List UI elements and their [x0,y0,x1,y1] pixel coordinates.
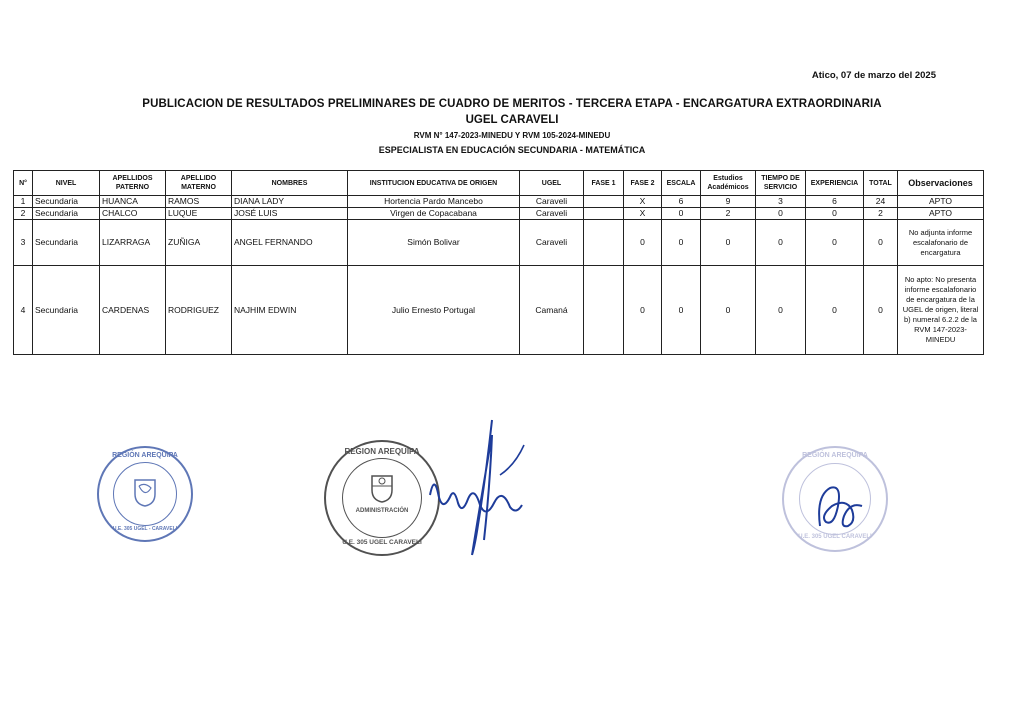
right-seal-top-text: REGIÓN AREQUIPA [802,452,868,459]
cell-experience: 0 [806,220,864,266]
cell-scale: 0 [662,220,701,266]
cell-phase1 [584,208,624,220]
cell-total: 24 [864,196,898,208]
col-header: FASE 1 [584,171,624,196]
right-seal-bottom-text: U.E. 305 UGEL CARAVELI [798,534,872,540]
cell-ugel: Caraveli [520,208,584,220]
cell-phase1 [584,220,624,266]
cell-level: Secundaria [33,266,100,355]
regulation-reference: RVM N° 147-2023-MINEDU Y RVM 105-2024-MINEDU [413,131,611,140]
cell-studies: 0 [701,266,756,355]
cell-experience: 0 [806,208,864,220]
cell-paternal-surname: LIZARRAGA [100,220,166,266]
col-header: UGEL [520,171,584,196]
cell-phase2: 0 [624,220,662,266]
cell-level: Secundaria [33,196,100,208]
table-row [14,266,984,355]
signature-scribble [420,415,530,560]
cell-maternal-surname: RODRIGUEZ [166,266,232,355]
cell-ugel: Caraveli [520,220,584,266]
cell-ugel: Camaná [520,266,584,355]
cell-total: 0 [864,220,898,266]
col-header: TIEMPO DE SERVICIO [756,171,806,196]
cell-phase2: X [624,208,662,220]
cell-number: 1 [14,196,33,208]
table-row [14,208,984,220]
cell-observations: No apto: No presenta informe escalafonario de encargatura de la UGEL de origen, literal b) numeral 6.2.2 de la RVM 147-2023-MINEDU [898,266,984,355]
col-header: NOMBRES [232,171,348,196]
col-header: APELLIDO MATERNO [166,171,232,196]
table-row [14,220,984,266]
cell-service-time: 0 [756,266,806,355]
cell-paternal-surname: CHALCO [100,208,166,220]
cell-names: DIANA LADY [232,196,348,208]
cell-maternal-surname: ZUÑIGA [166,220,232,266]
cell-institution: Virgen de Copacabana [348,208,520,220]
left-seal-top-text: REGIÓN AREQUIPA [112,452,178,459]
col-header: Observaciones [898,171,984,196]
center-seal-bottom-text: U.E. 305 UGEL CARAVELI [342,539,422,546]
cell-experience: 6 [806,196,864,208]
document-title: PUBLICACION DE RESULTADOS PRELIMINARES DE CUADRO DE MERITOS - TERCERA ETAPA - ENCARGATURA EXTRAORDINARIA [142,98,882,110]
col-header: Estudios Académicos [701,171,756,196]
cell-names: NAJHIM EDWIN [232,266,348,355]
cell-studies: 0 [701,220,756,266]
col-header: N° [14,171,33,196]
cell-paternal-surname: CARDENAS [100,266,166,355]
cell-ugel: Caraveli [520,196,584,208]
cell-level: Secundaria [33,208,100,220]
cell-phase1 [584,266,624,355]
coat-of-arms-icon [368,472,396,504]
col-header: APELLIDOS PATERNO [100,171,166,196]
cell-institution: Julio Ernesto Portugal [348,266,520,355]
cell-observations: No adjunta informe escalafonario de encargatura [898,220,984,266]
cell-number: 4 [14,266,33,355]
cell-total: 0 [864,266,898,355]
left-seal-bottom-text: U.E. 305 UGEL - CARAVELI [112,526,178,532]
cell-names: JOSÉ LUIS [232,208,348,220]
col-header: NIVEL [33,171,100,196]
cell-paternal-surname: HUANCA [100,196,166,208]
col-header: INSTITUCION EDUCATIVA DE ORIGEN [348,171,520,196]
cell-total: 2 [864,208,898,220]
cell-scale: 0 [662,208,701,220]
col-header: FASE 2 [624,171,662,196]
cell-phase2: X [624,196,662,208]
cell-studies: 2 [701,208,756,220]
cell-institution: Simón Bolivar [348,220,520,266]
cell-number: 2 [14,208,33,220]
cell-experience: 0 [806,266,864,355]
cell-names: ANGEL FERNANDO [232,220,348,266]
col-header: ESCALA [662,171,701,196]
cell-studies: 9 [701,196,756,208]
cell-service-time: 3 [756,196,806,208]
col-header: TOTAL [864,171,898,196]
table-header-row [14,171,984,196]
cell-level: Secundaria [33,220,100,266]
cell-service-time: 0 [756,208,806,220]
left-seal-stamp [97,446,193,542]
cell-phase2: 0 [624,266,662,355]
col-header: EXPERIENCIA [806,171,864,196]
right-signature-scribble [808,476,872,536]
specialty-heading: ESPECIALISTA EN EDUCACIÓN SECUNDARIA - MATEMÁTICA [378,145,646,155]
center-seal-top-text: REGION AREQUIPA [344,447,420,456]
table-row [14,196,984,208]
document-date: Atico, 07 de marzo del 2025 [811,70,936,81]
cell-service-time: 0 [756,220,806,266]
cell-observations: APTO [898,196,984,208]
center-seal-middle-text: ADMINISTRACIÓN [355,508,409,514]
results-table [13,170,984,355]
cell-scale: 6 [662,196,701,208]
cell-phase1 [584,196,624,208]
cell-observations: APTO [898,208,984,220]
cell-maternal-surname: LUQUE [166,208,232,220]
cell-number: 3 [14,220,33,266]
document-subtitle: UGEL CARAVELI [465,114,559,126]
cell-institution: Hortencia Pardo Mancebo [348,196,520,208]
cell-maternal-surname: RAMOS [166,196,232,208]
coat-of-arms-icon [131,476,159,508]
cell-scale: 0 [662,266,701,355]
